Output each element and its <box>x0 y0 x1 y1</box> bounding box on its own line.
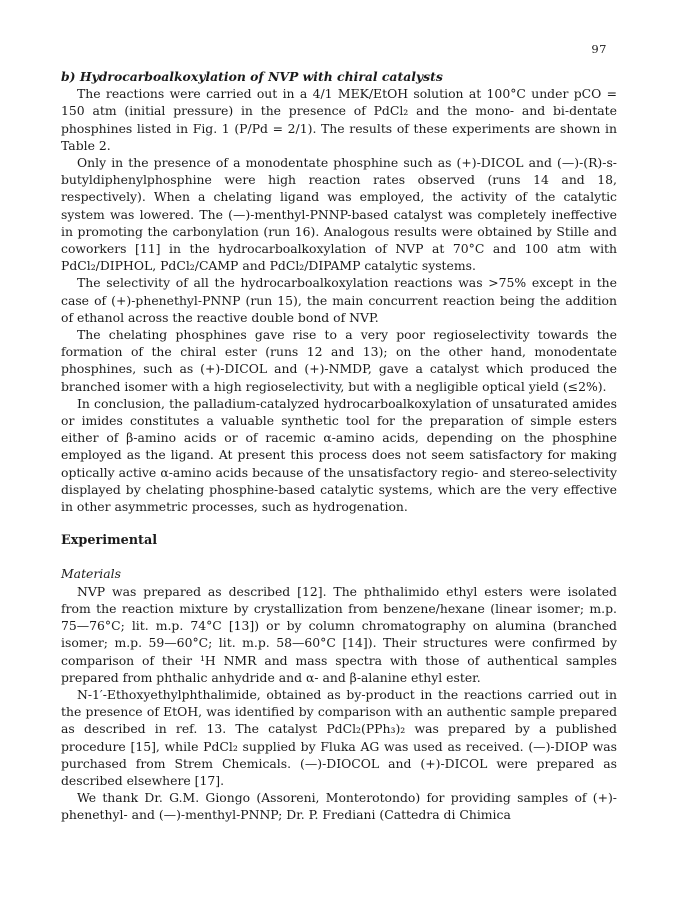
section-title-experimental: Experimental <box>61 533 158 549</box>
paragraph-selectivity: The selectivity of all the hydrocarboalkoxylation reactions was >75% except in the case of (+)-phenethyl-PNNP (run 15), the main concurrent reaction being the addition of ethanol across the reactive double bond of NVP. <box>61 275 617 325</box>
paragraph-conclusion: In conclusion, the palladium-catalyzed hydrocarboalkoxylation of unsaturated amides or imides constitutes a valuable synthetic tool for the preparation of simple esters either of β-amino acids or of racemic α-amino acids, depending on the phosphine employed as the ligand. At present this process does not seem satisfactory for making optically active α-amino acids because of the unsatisfactory regio- and stereo-selectivity displayed by chelating phosphine-based catalytic systems, which are the very effective in other asymmetric processes, such as hydrogenation. <box>61 395 617 515</box>
paragraph-acknowledgements: We thank Dr. G.M. Giongo (Assoreni, Monterotondo) for providing samples of (+)-phenethyl- and (—)-menthyl-PNNP; Dr. P. Frediani (Cattedra di Chimica <box>61 790 617 823</box>
paragraph-nvp-preparation: NVP was prepared as described [12]. The phthalimido ethyl esters were isolated from the reaction mixture by crystallization from benzene/hexane (linear isomer; m.p. 75—76°C; lit. m.p. 74°C [13]) or by column chromatography on alumina (branched isomer; m.p. 59—60°C; lit. m.p. 58—60°C [14]). Their structures were confirmed by comparison of their ¹H NMR and mass spectra with those of authentical samples prepared from phthalic anhydride and α- and β-alanine ethyl ester. <box>61 583 617 685</box>
paragraph-reaction-conditions: The reactions were carried out in a 4/1 MEK/EtOH solution at 100°C under pCO = 150 atm (initial pressure) in the presence of PdCl₂ and the mono- and bi-dentate phosphines listed in Fig. 1 (P/Pd = 2/1). The results of these experiments are shown in Table 2. <box>61 86 617 153</box>
subsection-b-title: b) Hydrocarboalkoxylation of NVP with chiral catalysts <box>61 69 443 84</box>
page-content <box>61 68 617 824</box>
subsection-title-materials: Materials <box>61 566 121 582</box>
page-number: 97 <box>591 42 607 56</box>
paragraph-regioselectivity: The chelating phosphines gave rise to a very poor regioselectivity towards the formation of the chiral ester (runs 12 and 13); on the other hand, monodentate phosphines, such as (+)-DICOL and (+)-NMDP, gave a catalyst which produced the branched isomer with a high regioselectivity, but with a negligible optical yield (≤2%). <box>61 327 617 394</box>
paragraph-byproduct-catalysts: N-1′-Ethoxyethylphthalimide, obtained as by-product in the reactions carried out in the presence of EtOH, was identified by comparison with an authentic sample prepared as described in ref. 13. The catalyst PdCl₂(PPh₃)₂ was prepared by a published procedure [15], while PdCl₂ supplied by Fluka AG was used as received. (—)-DIOP was purchased from Strem Chemicals. (—)-DIOCOL and (+)-DICOL were prepared as described elsewhere [17]. <box>61 686 617 788</box>
paragraph-reaction-rates: Only in the presence of a monodentate phosphine such as (+)-DICOL and (—)-(R)-s-butyldiphenylphosphine were high reaction rates observed (runs 14 and 18, respectively). When a chelating ligand was employed, the activity of the catalytic system was lowered. The (—)-menthyl-PNNP-based catalyst was completely ineffective in promoting the carbonylation (run 16). Analogous results were obtained by Stille and coworkers [11] in the hydrocarboalkoxylation of NVP at 70°C and 100 atm with PdCl₂/DIPHOL, PdCl₂/CAMP and PdCl₂/DIPAMP catalytic systems. <box>61 155 617 274</box>
